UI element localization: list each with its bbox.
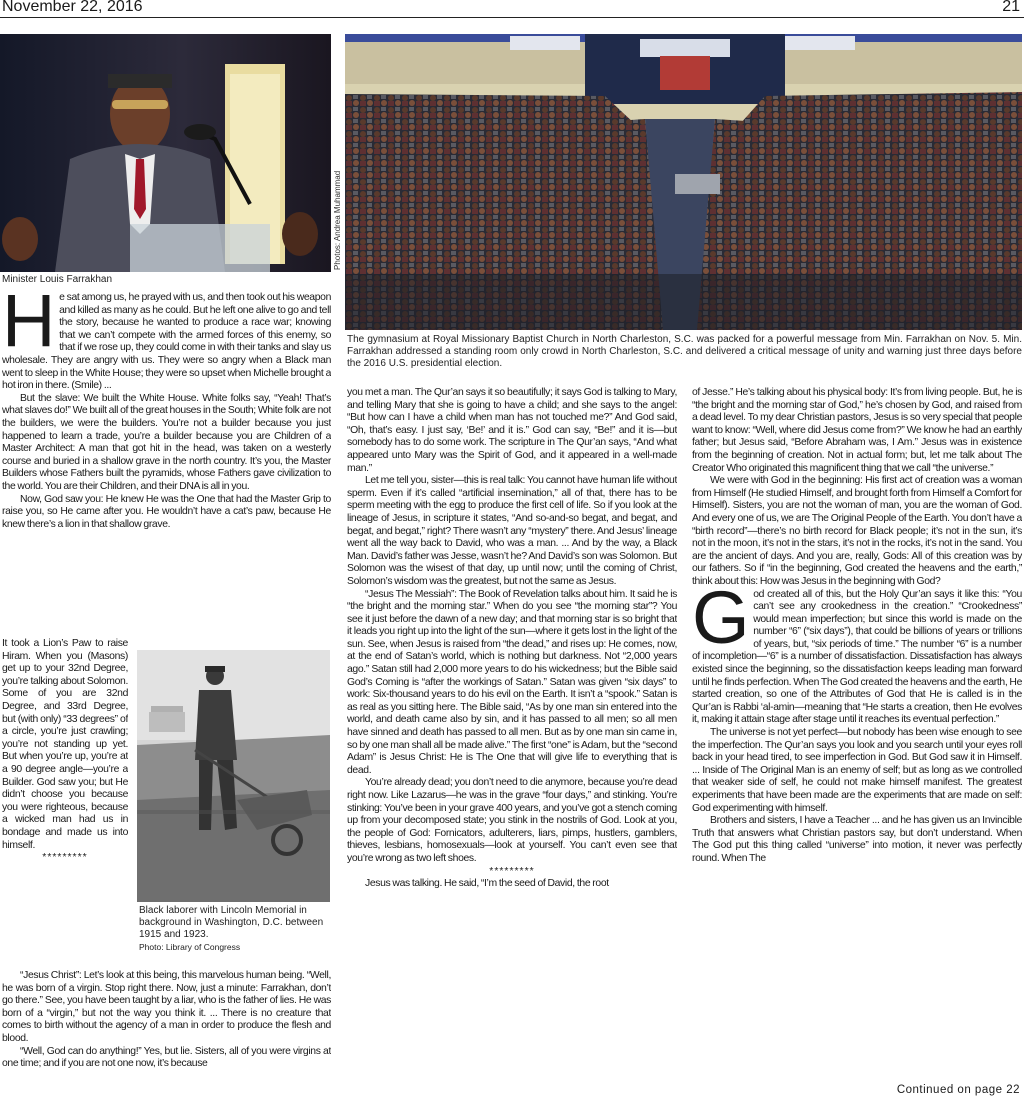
header-rule	[0, 17, 1024, 18]
dropcap-h: H	[2, 292, 56, 362]
col3-paragraph-3	[692, 575, 1022, 728]
col3-paragraph-4: The universe is not yet perfect—but nobody has been wise enough to see the imperfection. The Qur’an says you look and you search until your eyes roll back in your head tired, to see imperfection in God. But God saw it in Himself. ... Inside of The Original Man is an enemy of self; but as long as we controlled that weaker side of self, he could not make himself manifest. The greatest experiments that have been made are the experiments that are made on self: God experimenting with himself.	[692, 727, 1022, 814]
laborer-photo-caption	[139, 905, 329, 954]
issue-date: November 22, 2016	[2, 0, 143, 15]
article-column-3	[692, 387, 1022, 1082]
col3-paragraph-5: Brothers and sisters, I have a Teacher ... and he has given us an Invincible Truth that answers what Christian pastors say, but don’t understand. When The God put this thing called “universe” into motion, it never was perfectly round. When The	[692, 815, 1022, 864]
col2-paragraph-2: Let me tell you, sister—this is real talk: You cannot have human life without sperm. Even if it’s called “artificial insemination,” all of that, there has to be sperm meeting with the egg to produce the first cell of life. So if you look at the lineage of Jesus, in scripture it states, “And so-and-so begat, and begat, and begat, and begat,” right? There wasn’t any “mystery” there. And Jesus’ lineage went all the way back to David, who was a man. ... And by the way, a Black Man. David’s father was Jesse, wasn’t he? And David’s son was Solomon. But Solomon was the wisest of that day, up until now; until the coming of Christ, Solomon’s wisdom was the greatest, but not the same as Jesus.	[347, 475, 677, 587]
laborer-photo	[137, 650, 330, 902]
col2-paragraph-5: Jesus was talking. He said, “I’m the seed of David, the root	[365, 878, 609, 890]
laborer-photo-art	[137, 650, 330, 902]
col1-paragraph-3b: It took a Lion’s Paw to raise Hiram. When you (Masons) get up to your 32nd Degree, you’re talking about Solomon. Some of you are 32nd Degree, and 33rd Degree, but (with only) “33 degrees” of a circle, you’re just crawling; you’re not standing up yet. But when you’re up, you’re at a 90 degree angle—you’re a Builder. God saw you; but He didn’t choose you because you were righteous, because a wicked man had us in bondage and made us into himself.	[2, 638, 128, 851]
col3-paragraph-1: of Jesse.” He’s talking about his physical body: It’s from living people. But, he is “the bright and the morning star of God,” he’s chosen by God, and raised from a dead level. To my dear Christian pastors, Jesus is so very special that people want to know: “Well, where did Jesus come from?” We know he had an earthly father; but Jesus said, “Before Abraham was, I Am.” Jesus was in existence from the beginning of creation. Not in actual form; but, let me talk about The Creator Who originated this magnificent thing that we call “the universe.”	[692, 387, 1022, 474]
farrakhan-photo-caption: Minister Louis Farrakhan	[2, 274, 113, 285]
laborer-photo-credit: Photo: Library of Congress	[139, 942, 241, 952]
farrakhan-photo	[0, 34, 331, 272]
col1-paragraph-2: But the slave: We built the White House. White folks say, “Yeah! That’s what slaves do!” We built all of the great houses in the South; White folk are not the builders, we were the builders. You’re not a builder because you just happened to learn a trade, you’re a builder because you are Children of a Master Architect: A man that got hit in the head, was taken on a westerly course and buried in a shallow grave in the north country. It’s you, the Master Builders whose Fathers built the pyramids, whose Fathers gave civilization to the world. You are their Children, and their DNA is all in you.	[2, 392, 331, 492]
dropcap-g: G	[692, 575, 750, 659]
col1-section-stars: *********	[42, 852, 88, 864]
article-column-2	[347, 387, 677, 1104]
col1-paragraph-4: “Jesus Christ”: Let’s look at this being, this marvelous human being. “Well, he was born of a virgin. Stop right there. Now, just a minute: Farrakhan, don’t go there.” See, you have been taught by a liar, who is the father of lies. He was born of a “virgin,” but not the way you think it. ... There is no creature that comes to birth without the agency of a man in order to produce the flesh and blood.	[2, 970, 331, 1044]
col2-paragraph-3: “Jesus The Messiah”: The Book of Revelation talks about him. It said he is “the bright and the morning star.” When do you see “the morning star”? You see it just before the dawn of a new day; and that morning star is so bright that it leads you right up into the light of the sun—where it gets lost in the light of the sun. See, when Jesus is raised from “the dead,” and rises up: He comes, now, at the end of Satan’s world, which is nothing but darkness. Not “2,000 years ago.” Satan still had 2,000 more years to do his wickedness; but the Bible said God’s Coming is “after the workings of Satan.” Satan was given “six days” to work: Six-thousand years to do his evil on the Earth. It isn’t a “spook.” Satan is as real as you sitting here. The Bible said, “As by one man sin entered into the world, and death came also by sin, and it has passed to all men; so all men have sinned and death has passed to all men. But as by one man sin came in, so by one man shall all be made alive.” The first “one” is Adam, but the “second Adam” is Jesus Christ: He is The One that will give life to everything that is dead.	[347, 588, 677, 776]
gymnasium-photo-art	[345, 34, 1022, 330]
col3-p3-text: od created all of this, but the Holy Qur’an says it like this: “You can’t see any crookedness in the creation.” “Crookedness” would mean imperfection; but since this world is made on the number “6” (“six days”), that could be billions of years or trillions of years, but, “six periods of time.” The number “6” is a number of incompletion—“6” is a number of dissatisfaction. Dissatisfaction has always existed since the beginning, so the dissatisfaction keeps leading man forward until he finds perfection. When The God created the heavens and the earth, He started creation, so one of the Attributes of God that He is called is in the Qur’an is Rabbi ‘al-amin—meaning that “He starts a creation, then He evolves it, making it attain stage after stage until it reaches its eventual perfection.”	[692, 588, 1022, 726]
page-header	[0, 0, 1024, 18]
col3-paragraph-2: We were with God in the beginning: His first act of creation was a woman from Himself (He studied Himself, and brought forth from Himself a Comfort for Himself). Sisters, you are not the woman of man, you are the woman of God. And every one of us, we are The Original People of the Earth. You don’t have a “birth record”—there’s no birth record for Black people; it’s not in the sun, it’s not in the moon, it’s not in the stars, it’s not in the rocks, it’s not in the sand. You are the ancient of days. And you are, really, Gods: All of this creation was by our fathers. So if “in the beginning, God created the heavens and the earth,” think about this: How was Jesus in the beginning with God?	[692, 475, 1022, 587]
col1-paragraph-3a: Now, God saw you: He knew He was the One that had the Master Grip to raise you, so He came after you. He wouldn’t have a cat’s paw, because He knew there’s a lion in that shallow grave.	[2, 493, 331, 530]
gymnasium-photo	[345, 34, 1022, 330]
laborer-caption-text: Black laborer with Lincoln Memorial in background in Washington, D.C. between 1915 and 1923.	[139, 905, 324, 940]
col1-paragraph-5: “Well, God can do anything!” Yes, but lie. Sisters, all of you were virgins at one time; and if you are not one now, it’s because	[2, 1045, 331, 1070]
article-column-1-bottom	[2, 970, 331, 1104]
gymnasium-photo-caption: The gymnasium at Royal Missionary Baptist Church in North Charleston, S.C. was packed for a powerful message from Min. Farrakhan on Nov. 5. Min. Farrakhan addressed a standing room only crowd in North Charleston, S.C. and delivered a critical message of unity and warning just three days before the 2016 U.S. presidential election.	[347, 334, 1022, 369]
col2-paragraph-1: you met a man. The Qur’an says it so beautifully; it says God is talking to Mary, and telling Mary that she is going to have a child; and she says to the angel: “But how can I have a child when man has not touched me?” And God said, “Oh, that’s easy. I just say, ‘Be!’ and it is.” God can say, “Be!” and it is—but somebody has to do some work. The scripture in The Qur’an says, “And what appeared unto Mary was the Spirit of God, and it appeared in a well-made man.”	[347, 387, 677, 474]
col1-paragraph-1	[2, 292, 331, 393]
continued-on-page: Continued on page 22	[896, 1084, 1020, 1096]
col2-section-stars: *********	[489, 865, 535, 877]
article-column-1-narrow	[2, 638, 128, 960]
farrakhan-photo-art	[0, 34, 331, 272]
col1-p1-text: e sat among us, he prayed with us, and then took out his weapon and killed as many as he could. But he left one alive to go and tell the story, because he wanted to produce a race war; knowing that we can’t compete with the armed forces of this enemy, so that if we rose up, they could come in with their tanks and slay us wholesale. They are angry with us. They were so angry when a Black man went to sleep in the White House; they were so upset when Michelle brought a hot iron in there. (Smile) ...	[2, 292, 331, 392]
photo-credit-vertical: Photos: Andrea Muhammad	[333, 170, 342, 270]
page-number: 21	[1002, 0, 1020, 15]
col2-paragraph-4: You’re already dead; you don’t need to die anymore, because you’re dead right now. Like Lazarus—he was in the grave “four days,” and stinking. You’re stinking: You’ve been in your grave 400 years, and you’ve got a stench coming up from your decomposed state; you stink in the nostrils of God. Look at you, the people of God: Fornicators, adulterers, liars, pimps, hustlers, gamblers, thieves, lesbians, homosexuals—look at yourself. You can’t even see that you’re wrong as two left shoes.	[347, 777, 677, 864]
